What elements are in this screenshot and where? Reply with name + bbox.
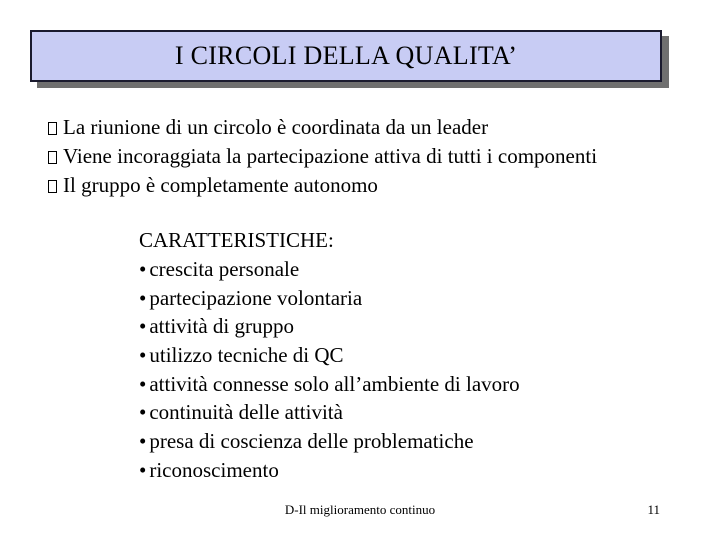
- feature-text: partecipazione volontaria: [149, 285, 363, 310]
- feature-item: [139, 255, 520, 284]
- feature-text: presa di coscienza delle problematiche: [149, 429, 474, 454]
- feature-text: continuità delle attività: [149, 400, 343, 425]
- feature-item: [139, 312, 520, 341]
- feature-text: riconoscimento: [149, 457, 279, 482]
- title-box: [30, 30, 662, 82]
- intro-bullet-text: Viene incoraggiata la partecipazione attiva di tutti i componenti: [63, 144, 598, 168]
- intro-bullet-text: La riunione di un circolo è coordinata da un leader: [63, 115, 489, 139]
- feature-text: utilizzo tecniche di QC: [149, 343, 344, 368]
- feature-text: attività connesse solo all’ambiente di lavoro: [149, 371, 520, 396]
- feature-item: [139, 456, 520, 485]
- features-heading: CARATTERISTICHE:: [139, 228, 334, 252]
- intro-bullet-item: [48, 142, 597, 171]
- bullet-dot-icon: •: [139, 343, 147, 368]
- features-section: [139, 226, 520, 485]
- slide-title: I CIRCOLI DELLA QUALITA’: [174, 41, 518, 70]
- footer-text: D-Il miglioramento continuo: [284, 502, 436, 517]
- feature-text: attività di gruppo: [149, 314, 295, 339]
- square-bullet-icon: [48, 180, 57, 193]
- intro-bullet-text: Il gruppo è completamente autonomo: [63, 173, 378, 197]
- intro-bullet-item: [48, 113, 597, 142]
- intro-bullet-item: [48, 171, 597, 200]
- bullet-dot-icon: •: [139, 371, 147, 396]
- bullet-dot-icon: •: [139, 285, 147, 310]
- feature-item: [139, 370, 520, 399]
- square-bullet-icon: [48, 122, 57, 135]
- feature-item: [139, 427, 520, 456]
- feature-item: [139, 341, 520, 370]
- bullet-dot-icon: •: [139, 429, 147, 454]
- bullet-dot-icon: •: [139, 257, 147, 281]
- page-number: 11: [647, 502, 660, 517]
- feature-item: [139, 284, 520, 313]
- bullet-dot-icon: •: [139, 457, 147, 482]
- bullet-dot-icon: •: [139, 400, 147, 425]
- intro-bullet-list: [48, 113, 597, 200]
- feature-text: crescita personale: [149, 257, 300, 281]
- bullet-dot-icon: •: [139, 314, 147, 339]
- square-bullet-icon: [48, 151, 57, 164]
- feature-item: [139, 398, 520, 427]
